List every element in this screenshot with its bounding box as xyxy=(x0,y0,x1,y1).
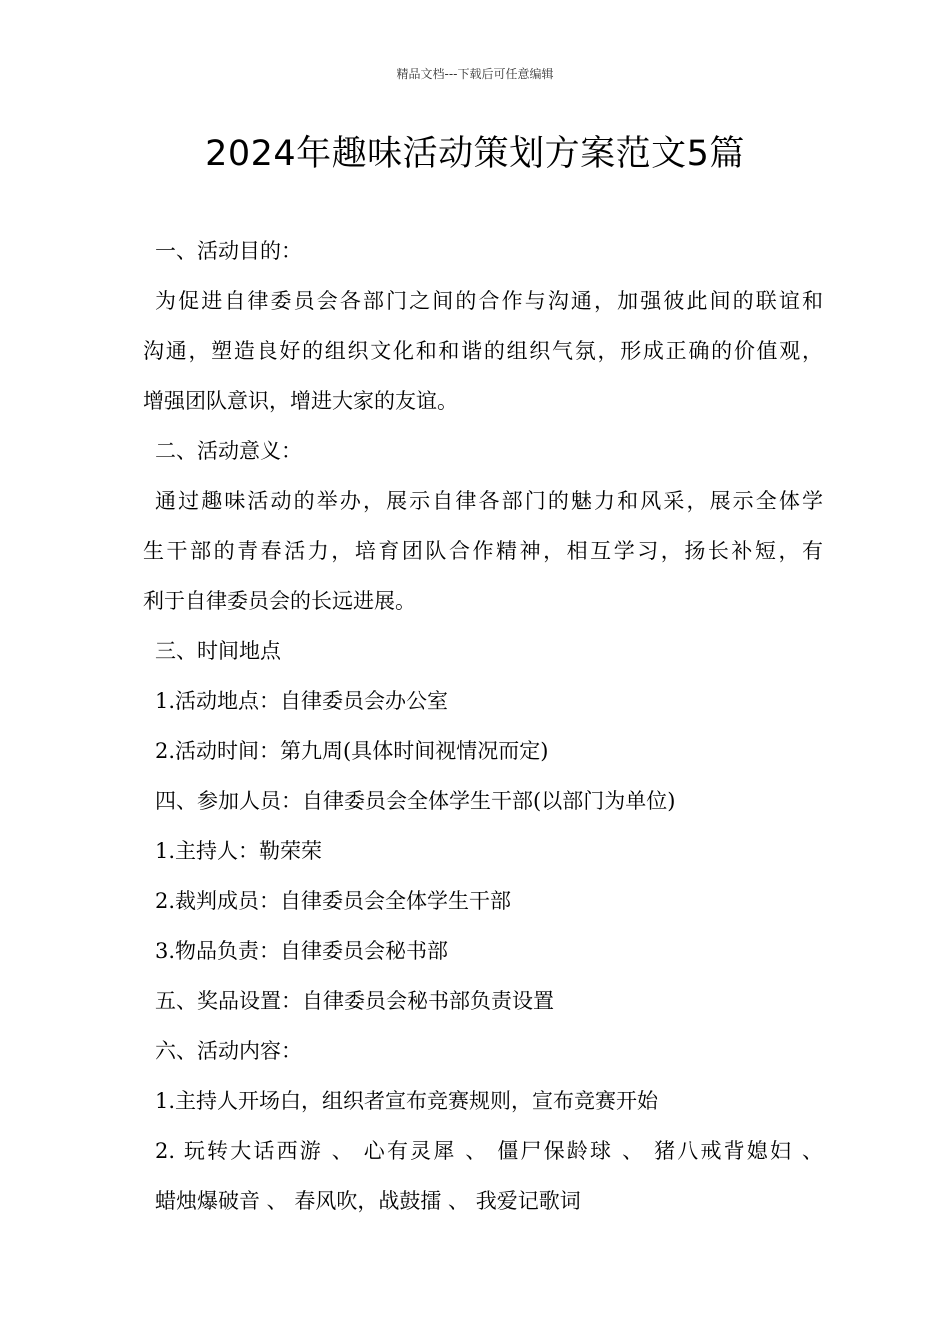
paragraph-line: 增强团队意识，增进大家的友谊。 xyxy=(143,389,458,413)
list-item: 2.活动时间：第九周(具体时间视情况而定) xyxy=(155,739,549,763)
section-heading-content: 六、活动内容： xyxy=(155,1039,302,1063)
page-header: 精品文档---下载后可任意编辑 xyxy=(396,67,554,81)
document-body xyxy=(143,226,823,1226)
list-item: 1.主持人：勒荣荣 xyxy=(155,839,323,863)
paragraph-line: 生干部的青春活力，培育团队合作精神，相互学习，扬长补短，有 xyxy=(143,539,823,563)
section-heading-purpose: 一、活动目的： xyxy=(155,239,302,263)
list-item-continued: 蜡烛爆破音 、 春风吹，战鼓擂 、 我爱记歌词 xyxy=(155,1189,581,1213)
document-title: 2024年趣味活动策划方案范文5篇 xyxy=(205,134,745,174)
paragraph-line: 利于自律委员会的长远进展。 xyxy=(143,589,416,613)
paragraph-line: 沟通，塑造良好的组织文化和和谐的组织气氛，形成正确的价值观， xyxy=(143,339,823,363)
section-heading-prizes: 五、奖品设置：自律委员会秘书部负责设置 xyxy=(155,989,554,1013)
section-heading-significance: 二、活动意义： xyxy=(155,439,302,463)
list-item: 3.物品负责：自律委员会秘书部 xyxy=(155,939,449,963)
list-item: 2. 玩转大话西游 、 心有灵犀 、 僵尸保龄球 、 猪八戒背媳妇 、 xyxy=(155,1139,823,1163)
paragraph-line: 为促进自律委员会各部门之间的合作与沟通，加强彼此间的联谊和 xyxy=(155,289,823,313)
section-heading-participants: 四、参加人员：自律委员会全体学生干部(以部门为单位) xyxy=(155,789,676,813)
section-heading-time-place: 三、时间地点 xyxy=(155,639,281,663)
paragraph-line: 通过趣味活动的举办，展示自律各部门的魅力和风采，展示全体学 xyxy=(155,489,823,513)
list-item: 1.活动地点：自律委员会办公室 xyxy=(155,689,449,713)
list-item: 2.裁判成员：自律委员会全体学生干部 xyxy=(155,889,512,913)
list-item: 1.主持人开场白，组织者宣布竞赛规则，宣布竞赛开始 xyxy=(155,1089,659,1113)
